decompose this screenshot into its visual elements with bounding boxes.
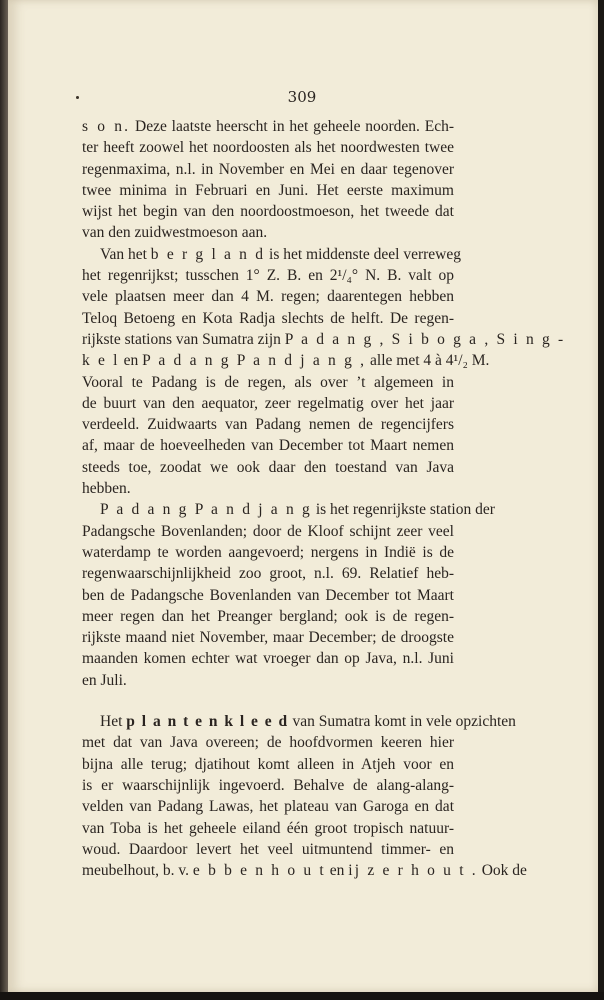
margin-dot (76, 96, 79, 99)
text-line: woud. Daardoor levert het veel uitmuntend timmer- en (82, 840, 454, 858)
text-line: en Juli. (82, 671, 127, 689)
text-line: het regenrijkst; tusschen 1° Z. B. en 2¹/₄° N. B. valt op (82, 267, 454, 285)
text-line: waterdamp te worden aangevoerd; nergens in Indië is de (82, 543, 454, 561)
text-line: rijkste maand niet November, maar December; de droogste (82, 629, 454, 647)
text-line: k e l en P a d a n g P a n d j a n g , alle met 4 à 4¹/₂ M. (82, 352, 490, 370)
text-line: regenwaarschijnlijkheid zoo groot, n.l. 69. Relatief heb- (82, 565, 454, 583)
text-line: meer regen dan het Preanger bergland; ook is de regen- (82, 607, 454, 625)
text-line: Padangsche Bovenlanden; door de Kloof schijnt zeer veel (82, 522, 454, 540)
text-line: maanden komen echter wat vroeger dan op Java, n.l. Juni (82, 650, 454, 668)
text-line: verdeeld. Zuidwaarts van Padang nemen de regencijfers (82, 416, 454, 434)
text-line: af, maar de hoeveelheden van December tot Maart nemen (82, 437, 454, 455)
text-line: met dat van Java overeen; de hoofdvormen keeren hier (82, 734, 454, 752)
text-line: steeds toe, zoodat we ook daar den toestand van Java (82, 458, 454, 476)
text-line: Van het b e r g l a n d is het middenste deel verreweg (100, 245, 461, 263)
text-line: Vooral te Padang is de regen, als over ’t algemeen in (82, 373, 454, 391)
text-line: Teloq Betoeng en Kota Radja slechts de helft. De regen- (82, 309, 454, 327)
text-line: Het p l a n t e n k l e e d van Sumatra komt in vele opzichten (100, 713, 516, 731)
text-line: de buurt van den aequator, zeer regelmatig over het jaar (82, 394, 454, 412)
text-line: ter heeft zoowel het noordoosten als het noordwesten twee (82, 139, 454, 157)
text-line: hebben. (82, 480, 131, 498)
text-line: is er waarschijnlijk ingevoerd. Behalve de alang-alang- (82, 776, 454, 794)
text-line: s o n. Deze laatste heerscht in het geheele noorden. Ech- (82, 118, 455, 135)
text-line: twee minima in Februari en Juni. Het eerste maximum (82, 181, 454, 199)
text-line: van den zuidwestmoeson aan. (82, 224, 268, 242)
text-line: van Toba is het geheele eiland één groot tropisch natuur- (82, 819, 454, 837)
text-line: meubelhout, b. v. e b b e n h o u t en ij z e r h o u t . Ook de (82, 862, 527, 880)
text-line: velden van Padang Lawas, het plateau van Garoga en dat (82, 798, 454, 816)
text-line: rijkste stations van Sumatra zijn P a d a n g , S i b o g a , S i n g - (82, 330, 566, 348)
text-line: regenmaxima, n.l. in November en Mei en daar tegenover (82, 160, 454, 178)
text-line: wijst het begin van den noordoostmoeson, het tweede dat (82, 203, 454, 221)
page-bottom-edge (0, 992, 604, 1000)
text-line: bijna alle terug; djatihout komt alleen in Atjeh voor en (82, 755, 454, 773)
text-line: vele plaatsen meer dan 4 M. regen; daarentegen hebben (82, 288, 454, 306)
page-left-edge (0, 0, 8, 1000)
body-text (82, 116, 566, 881)
text-line: P a d a n g P a n d j a n g is het regenrijkste station der (100, 501, 495, 519)
text-line: ben de Padangsche Bovenlanden van December tot Maart (82, 586, 454, 604)
paragraph-gap (82, 691, 454, 711)
page-number: 309 (287, 88, 317, 106)
